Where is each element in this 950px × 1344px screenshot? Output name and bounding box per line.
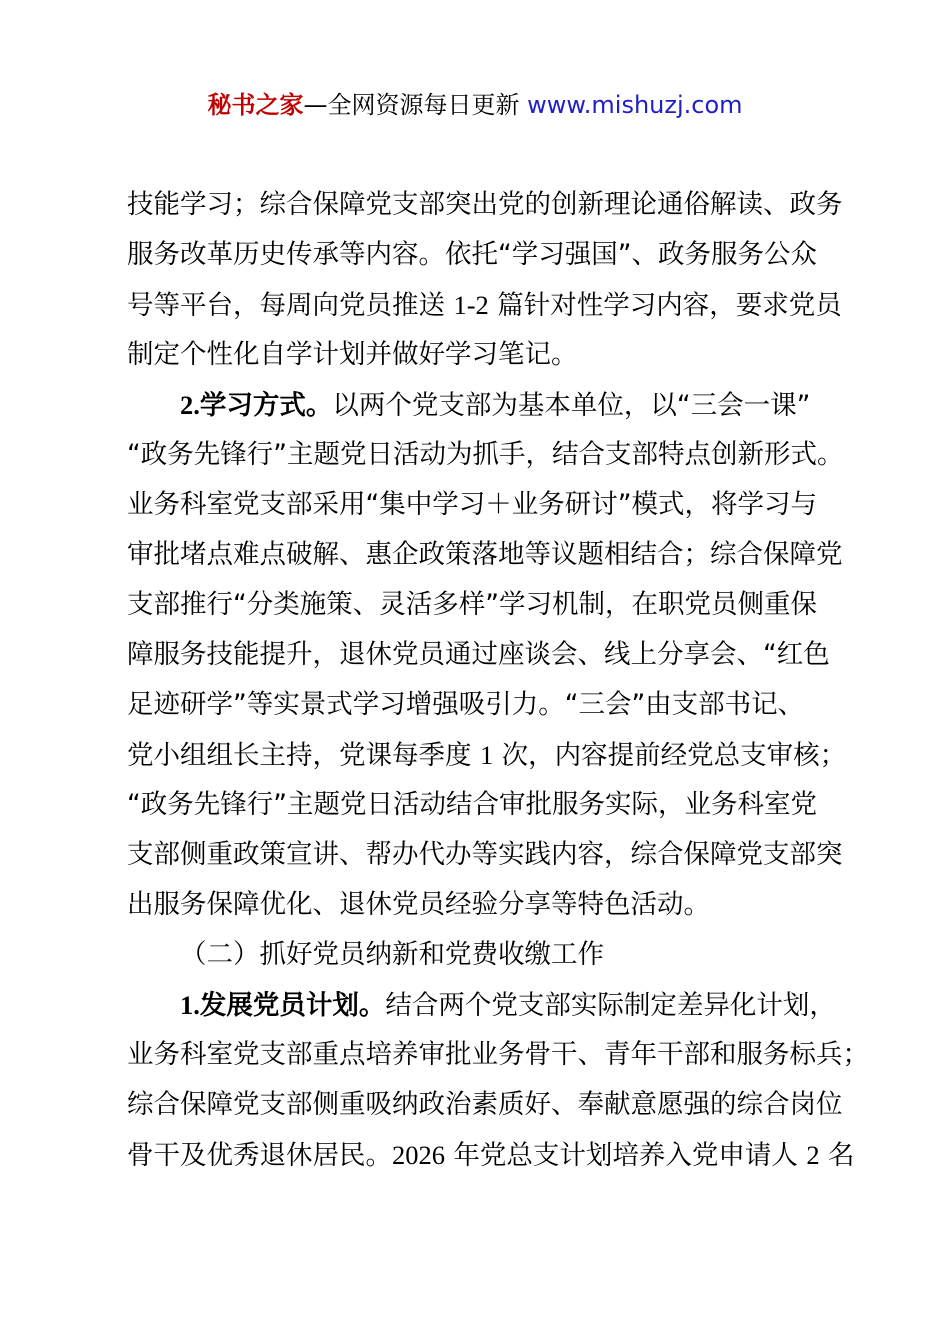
text-line: 出服务保障优化、退休党员经验分享等特色活动。 bbox=[127, 889, 710, 920]
number-run: 1-2 bbox=[453, 290, 489, 320]
text-line: “政务先锋行”主题党日活动结合审批服务实际，业务科室党 bbox=[127, 789, 817, 820]
text-line: 足迹研学”等实景式学习增强吸引力。“三会”由支部书记、 bbox=[127, 689, 805, 720]
subsection-title: 学习方式。 bbox=[199, 390, 333, 421]
text-line: “政务先锋行”主题党日活动为抓手，结合支部特点创新形式。 bbox=[127, 439, 844, 470]
text-line: 审批堵点难点破解、惠企政策落地等议题相结合；综合保障党 bbox=[127, 539, 843, 570]
section-heading: （二）抓好党员纳新和党费收缴工作 bbox=[180, 939, 604, 970]
text-line: 业务科室党支部采用“集中学习＋业务研讨”模式，将学习与 bbox=[127, 489, 817, 520]
site-header bbox=[0, 88, 950, 122]
subsection-line bbox=[127, 980, 837, 1030]
number-run: 2026 bbox=[392, 1140, 445, 1170]
site-tagline: —全网资源每日更新 bbox=[303, 91, 528, 119]
text-run: 号等平台，每周向党员推送 bbox=[127, 290, 454, 321]
text-run: 结合两个党支部实际制定差异化计划， bbox=[385, 990, 836, 1021]
text-run: 篇针对性学习内容，要求党员 bbox=[488, 290, 842, 321]
site-url-link[interactable]: www.mishuzj.com bbox=[527, 91, 743, 119]
subsection-title: 发展党员计划。 bbox=[199, 990, 386, 1021]
text-run: 次，内容提前经党总支审核； bbox=[493, 740, 847, 771]
text-run: 党小组组长主持，党课每季度 bbox=[127, 740, 480, 771]
text-run: 年党总支计划培养入党申请人 bbox=[445, 1140, 807, 1171]
text-line: 业务科室党支部重点培养审批业务骨干、青年干部和服务标兵； bbox=[127, 1039, 869, 1070]
number-run: 2 bbox=[806, 1140, 820, 1170]
text-run: 以两个党支部为基本单位，以“三会一课” bbox=[332, 390, 811, 421]
text-line: 制定个性化自学计划并做好学习笔记。 bbox=[127, 339, 578, 370]
text-run: 骨干及优秀退休居民。 bbox=[127, 1140, 392, 1171]
subsection-number: 2. bbox=[180, 390, 200, 420]
subsection-line bbox=[127, 380, 837, 430]
text-line: 技能学习；综合保障党支部突出党的创新理论通俗解读、政务 bbox=[127, 189, 843, 220]
text-line: 支部侧重政策宣讲、帮办代办等实践内容，综合保障党支部突 bbox=[127, 839, 843, 870]
site-brand: 秘书之家 bbox=[207, 91, 304, 119]
document-body bbox=[127, 180, 869, 1180]
text-line: 障服务技能提升，退休党员通过座谈会、线上分享会、“红色 bbox=[127, 639, 830, 670]
text-run: 名 bbox=[819, 1140, 855, 1171]
text-line: 支部推行“分类施策、灵活多样”学习机制，在职党员侧重保 bbox=[127, 589, 817, 620]
text-line: 服务改革历史传承等内容。依托“学习强国”、政务服务公众 bbox=[127, 239, 817, 270]
number-run: 1 bbox=[479, 740, 494, 770]
text-line: 综合保障党支部侧重吸纳政治素质好、奉献意愿强的综合岗位 bbox=[127, 1089, 843, 1120]
text-line bbox=[127, 1130, 855, 1180]
subsection-number: 1. bbox=[180, 990, 200, 1020]
text-line bbox=[127, 730, 847, 780]
text-line bbox=[127, 280, 842, 330]
